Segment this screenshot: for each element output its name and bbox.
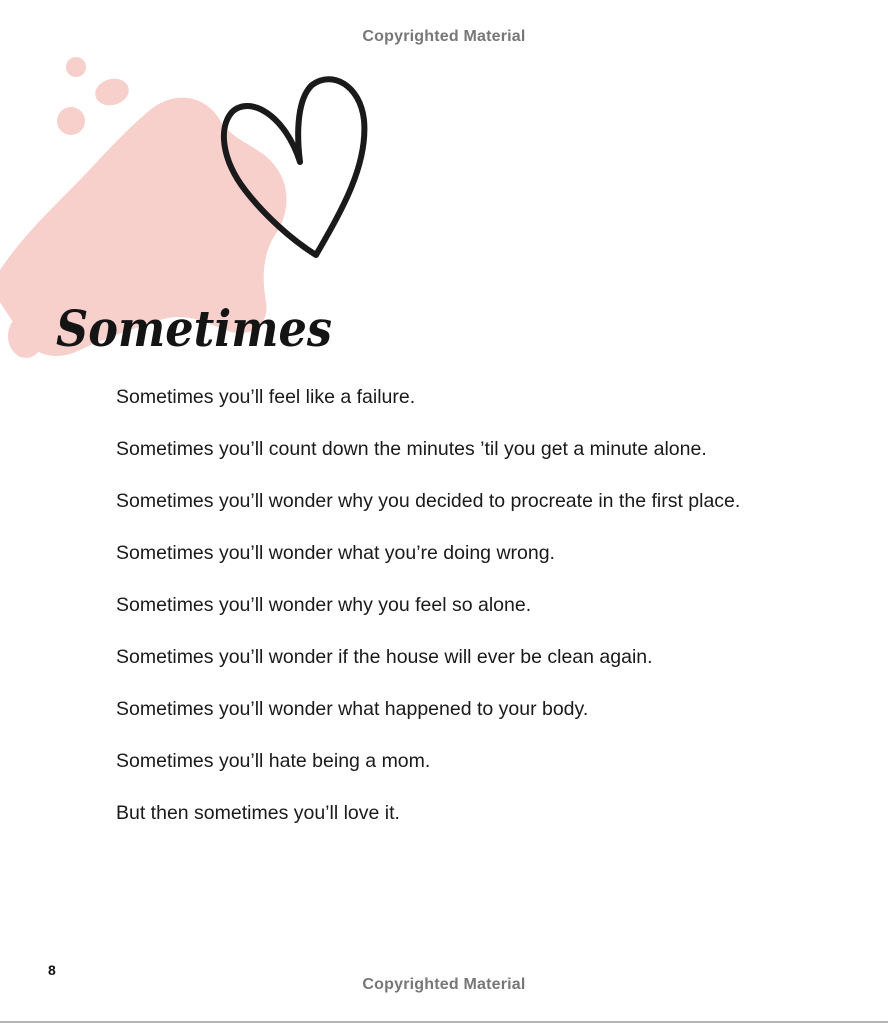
watermark-bottom: Copyrighted Material — [362, 976, 526, 993]
poem-lines — [116, 384, 816, 852]
poem-line: Sometimes you’ll wonder if the house will ever be clean again. — [116, 646, 653, 668]
poem-line: Sometimes you’ll wonder why you feel so alone. — [116, 594, 532, 616]
poem-line: Sometimes you’ll hate being a mom. — [116, 750, 431, 772]
watermark-top: Copyrighted Material — [362, 28, 526, 45]
poem-line: Sometimes you’ll feel like a failure. — [116, 386, 416, 408]
page-title — [54, 278, 394, 378]
poem-line: Sometimes you’ll wonder why you decided to procreate in the first place. — [116, 490, 741, 512]
page-title-text: Sometimes — [56, 299, 332, 358]
poem-line: Sometimes you’ll count down the minutes ’til you get a minute alone. — [116, 438, 707, 460]
page-number: 8 — [48, 962, 56, 978]
poem-line: Sometimes you’ll wonder what happened to your body. — [116, 698, 589, 720]
poem-line: Sometimes you’ll wonder what you’re doing wrong. — [116, 542, 555, 564]
poem-line: But then sometimes you’ll love it. — [116, 802, 400, 824]
page-bottom-edge — [0, 1021, 888, 1023]
